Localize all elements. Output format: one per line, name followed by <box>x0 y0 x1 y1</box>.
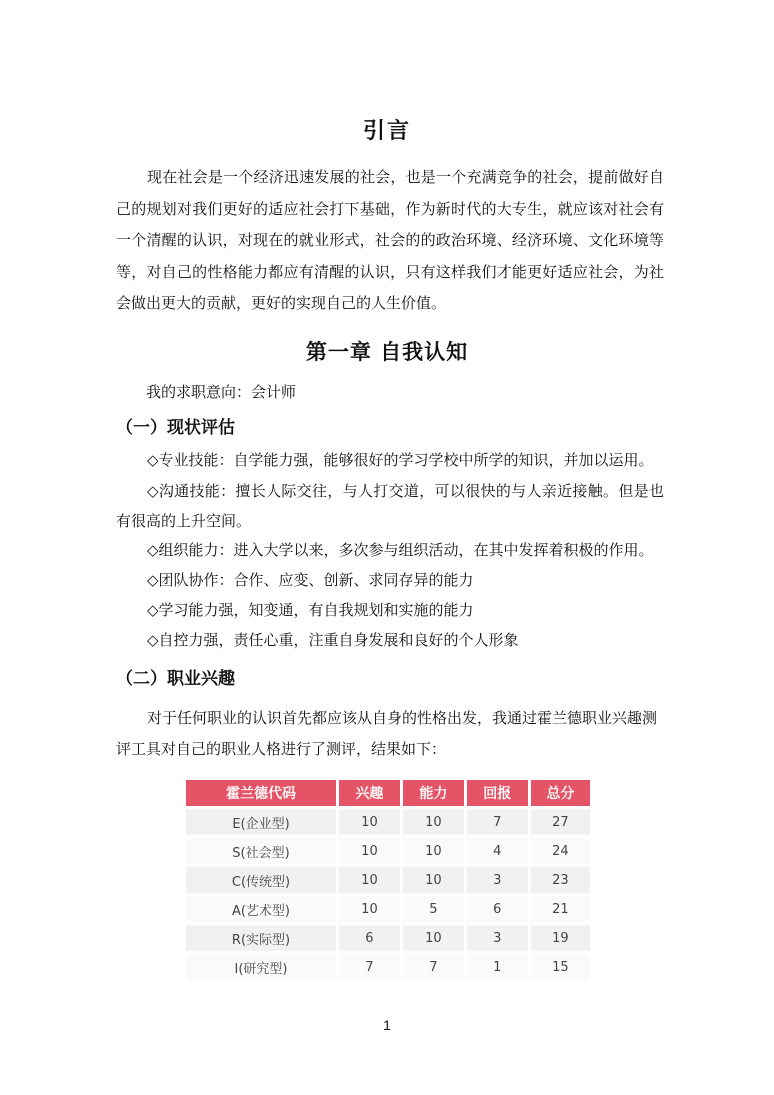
cell: 3 <box>465 866 529 895</box>
cell: 10 <box>401 808 465 837</box>
cell: 10 <box>338 895 402 924</box>
table-row <box>186 866 590 895</box>
cell: E(企业型) <box>186 808 338 837</box>
cell: 23 <box>529 866 590 895</box>
cell: A(艺术型) <box>186 895 338 924</box>
table-row <box>186 953 590 981</box>
cell: 10 <box>338 808 402 837</box>
cell: 27 <box>529 808 590 837</box>
header-code: 霍兰德代码 <box>186 780 338 808</box>
table-header-row <box>186 780 590 808</box>
page-number: 1 <box>383 1017 391 1033</box>
cell: 6 <box>465 895 529 924</box>
cell: 4 <box>465 837 529 866</box>
cell: 7 <box>401 953 465 981</box>
intro-paragraph: 现在社会是一个经济迅速发展的社会，也是一个充满竞争的社会，提前做好自己的规划对我们更好的适应社会打下基础，作为新时代的大专生，就应该对社会有一个清醒的认识，对现在的就业形式，社会的的政治环境、经济环境、文化环境等等，对自己的性格能力都应有清醒的认识，只有这样我们才能更好适应社会，为社会做出更大的贡献，更好的实现自己的人生价值。 <box>116 168 664 312</box>
cell: C(传统型) <box>186 866 338 895</box>
table-row <box>186 895 590 924</box>
list-item: ◇组织能力：进入大学以来，多次参与组织活动，在其中发挥着积极的作用。 <box>147 541 654 559</box>
cell: 19 <box>529 924 590 953</box>
table-row <box>186 837 590 866</box>
cell: 7 <box>465 808 529 837</box>
cell: 15 <box>529 953 590 981</box>
cell: S(社会型) <box>186 837 338 866</box>
header-ability: 能力 <box>401 780 465 808</box>
cell: 10 <box>401 866 465 895</box>
interest-paragraph: 对于任何职业的认识首先都应该从自身的性格出发，我通过霍兰德职业兴趣测评工具对自己的职业人格进行了测评，结果如下： <box>116 709 658 758</box>
cell: 10 <box>338 837 402 866</box>
cell: I(研究型) <box>186 953 338 981</box>
list-item: ◇学习能力强，知变通，有自我规划和实施的能力 <box>147 601 474 619</box>
cell: 1 <box>465 953 529 981</box>
cell: R(实际型) <box>186 924 338 953</box>
table-row <box>186 924 590 953</box>
list-item: ◇专业技能：自学能力强，能够很好的学习学校中所学的知识，并加以运用。 <box>147 451 654 469</box>
holland-code-table <box>186 780 590 980</box>
section-heading-status: （一）现状评估 <box>116 418 235 438</box>
list-item: ◇团队协作：合作、应变、创新、求同存异的能力 <box>147 571 474 589</box>
header-total: 总分 <box>529 780 590 808</box>
cell: 5 <box>401 895 465 924</box>
list-item: ◇自控力强，责任心重，注重自身发展和良好的个人形象 <box>147 631 519 649</box>
list-item: ◇沟通技能：擅长人际交往，与人打交道，可以很快的与人亲近接触。但是也有很高的上升空间。 <box>116 482 664 530</box>
cell: 6 <box>338 924 402 953</box>
intro-title: 引言 <box>362 118 411 144</box>
header-reward: 回报 <box>465 780 529 808</box>
cell: 10 <box>401 837 465 866</box>
cell: 24 <box>529 837 590 866</box>
chapter-title: 第一章 自我认知 <box>305 339 469 364</box>
job-intent: 我的求职意向：会计师 <box>146 383 297 401</box>
cell: 7 <box>338 953 402 981</box>
section-heading-interest: （二）职业兴趣 <box>116 669 235 689</box>
cell: 3 <box>465 924 529 953</box>
header-interest: 兴趣 <box>338 780 402 808</box>
cell: 10 <box>338 866 402 895</box>
cell: 21 <box>529 895 590 924</box>
table-row <box>186 808 590 837</box>
cell: 10 <box>401 924 465 953</box>
